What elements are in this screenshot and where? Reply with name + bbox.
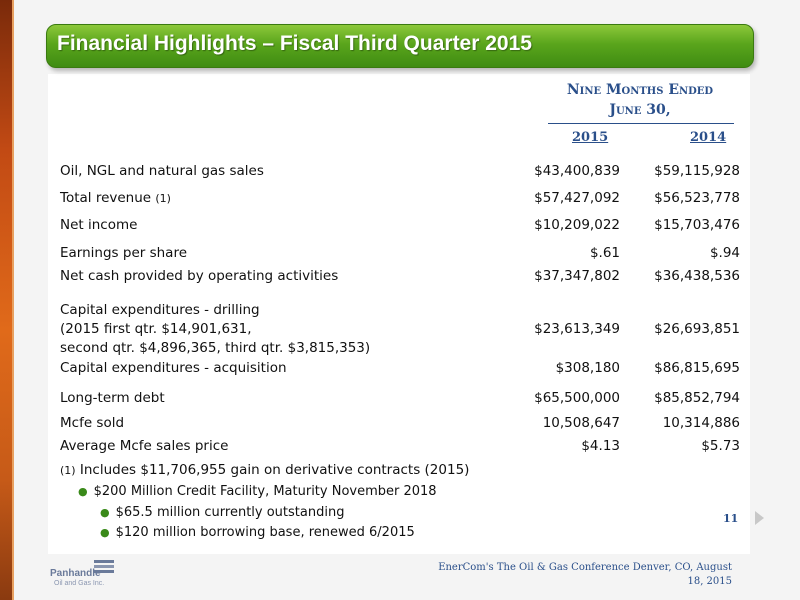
row-value-2015: $308,180 [555,360,620,376]
table-row [60,189,740,209]
left-accent-strip [0,0,12,600]
row-label: Oil, NGL and natural gas sales [60,163,264,179]
column-header-2014: 2014 [690,130,727,145]
sub-bullet-text: $65.5 million currently outstanding [115,505,345,520]
sub-bullet-item [100,505,344,520]
row-label-line-3: second qtr. $4,896,365, third qtr. $3,815,353) [60,340,371,356]
footnote-marker: (1) [155,192,171,205]
row-value-2015: $65,500,000 [534,390,620,406]
table-row [60,414,740,434]
period-header [540,80,740,120]
row-value-2014: $.94 [709,245,740,261]
row-value-2014: $5.73 [701,438,740,454]
sub-bullet-item [100,525,415,540]
bullet-text: $200 Million Credit Facility, Maturity November 2018 [93,484,437,499]
bullet-icon: ● [100,506,110,519]
row-value-2014: $85,852,794 [654,390,740,406]
table-row [60,216,740,236]
row-value-2014: $86,815,695 [654,360,740,376]
page-title: Financial Highlights – Fiscal Third Quarter 2015 [57,32,532,55]
row-value-2015: $23,613,349 [534,321,620,337]
row-label: Capital expenditures - acquisition [60,360,287,376]
bullet-item [78,484,437,499]
table-row [60,267,740,287]
period-underline [548,123,734,124]
column-header-2015: 2015 [572,130,609,145]
row-value-2015: $10,209,022 [534,217,620,233]
page-number: 11 [723,512,739,525]
table-row [60,301,740,357]
table-row [60,359,740,379]
row-label: Mcfe sold [60,415,125,431]
row-label: Total revenue (1) [60,190,171,206]
footer-conference [432,561,732,589]
period-line-2: June 30, [609,102,671,118]
row-value-2015: $37,347,802 [534,268,620,284]
bullet-icon: ● [78,485,88,498]
logo-subtitle: Oil and Gas Inc. [54,580,105,587]
sub-bullet-text: $120 million borrowing base, renewed 6/2015 [115,525,415,540]
row-value-2015: 10,508,647 [542,415,620,431]
bullet-icon: ● [100,526,110,539]
row-label-line-2: (2015 first qtr. $14,901,631, [60,321,252,337]
row-label: Net income [60,217,138,233]
table-row [60,389,740,409]
row-label: Average Mcfe sales price [60,438,229,454]
row-value-2015: $.61 [589,245,620,261]
row-value-2015: $4.13 [581,438,620,454]
row-value-2015: $57,427,092 [534,190,620,206]
footnote-marker: (1) [60,464,76,477]
row-label: Earnings per share [60,245,188,261]
footer-line-2: 18, 2015 [687,576,732,587]
table-row [60,244,740,264]
row-label: Long-term debt [60,390,165,406]
table-row [60,437,740,457]
row-value-2014: $26,693,851 [654,321,740,337]
footnote-text: Includes $11,706,955 gain on derivative contracts (2015) [75,462,470,478]
row-value-2014: $59,115,928 [654,163,740,179]
row-label-line-1: Capital expenditures - drilling [60,302,260,318]
left-accent-highlight [12,0,14,600]
row-value-2014: $56,523,778 [654,190,740,206]
row-value-2014: $36,438,536 [654,268,740,284]
row-value-2014: $15,703,476 [654,217,740,233]
row-value-2015: $43,400,839 [534,163,620,179]
row-label: Net cash provided by operating activities [60,268,339,284]
next-slide-arrow-icon[interactable] [755,511,764,525]
footnote [60,462,469,478]
table-row [60,162,740,182]
footer-line-1: EnerCom's The Oil & Gas Conference Denver, CO, August [438,562,732,573]
row-value-2014: 10,314,886 [662,415,740,431]
title-bar [46,24,754,68]
period-line-1: Nine Months Ended [566,82,714,98]
logo-name: Panhandle [50,568,101,579]
company-logo [50,558,130,598]
